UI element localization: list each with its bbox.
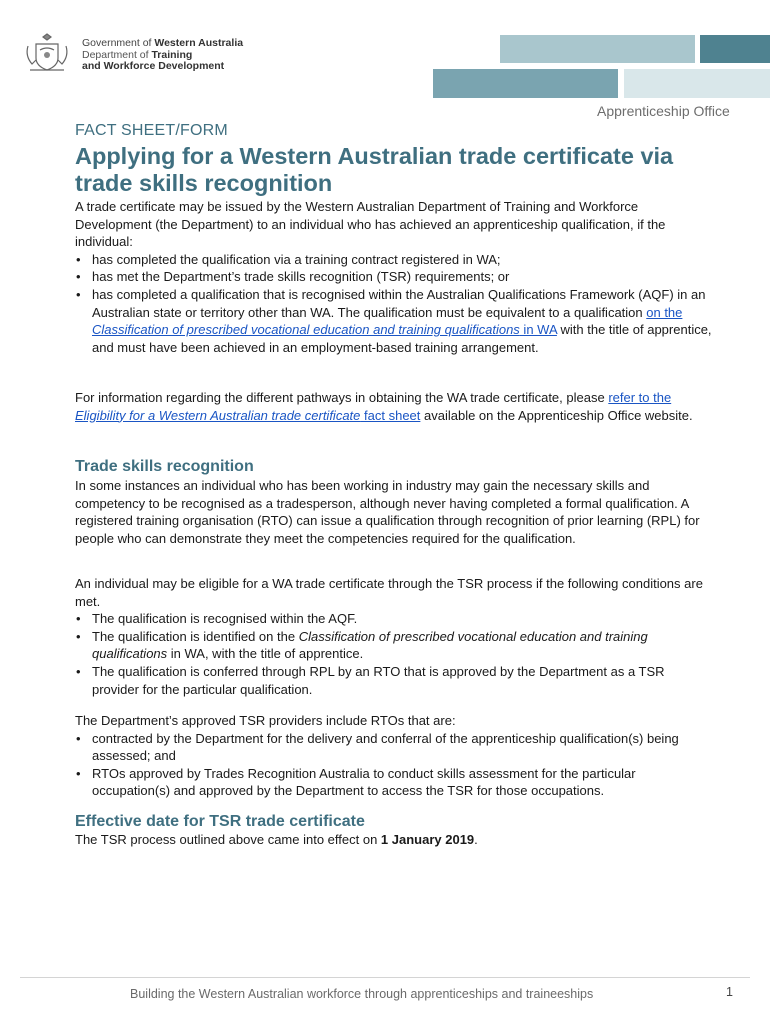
office-name: Apprenticeship Office: [597, 103, 730, 119]
gov-line1-bold: Western Australia: [154, 37, 244, 49]
header-decor-block: [700, 35, 770, 63]
list-item-text-italic: Classification of prescribed vocational education and training qualifications: [92, 628, 648, 662]
info-text: For information regarding the different pathways in obtaining the WA trade certificate, please: [75, 390, 609, 405]
list-item-text: has completed the qualification via a training contract registered in WA;: [92, 251, 501, 267]
section-heading-tsr: Trade skills recognition: [75, 458, 254, 475]
document-title: Applying for a Western Australian trade certificate via trade skills recognition: [75, 143, 674, 196]
list-item: [75, 286, 715, 356]
list-item: [75, 628, 715, 663]
list-item-text: The qualification is conferred through RPL by an RTO that is approved by the Department as a TSR provider for the particular qualification.: [92, 663, 665, 697]
header-decor-block: [500, 35, 695, 63]
list-item-text: in WA, with the title of apprentice.: [167, 646, 364, 662]
footer-divider: [20, 977, 750, 978]
conditions-list: [75, 610, 715, 698]
link-text: refer to the: [608, 390, 672, 405]
list-item-text: has completed a qualification that is recognised within the Australian Qualifications Framework (AQF) in an Australian state or territory other than WA. The qualification must be equivalent to a qualification: [92, 286, 706, 320]
government-logo-text: [82, 38, 243, 73]
list-item-text: The qualification is recognised within the AQF.: [92, 611, 358, 627]
list-item-text: with the title of apprentice, and must have been achieved in an employment-based training arrangement.: [92, 322, 712, 355]
section-heading-effective-date: Effective date for TSR trade certificate: [75, 813, 365, 830]
list-item: [75, 663, 715, 698]
providers-list: [75, 730, 715, 800]
intro-paragraph: A trade certificate may be issued by the Western Australian Department of Training and Workforce Development (the Department) to an individual who has achieved an apprenticeship qualification, if the individual:: [75, 199, 666, 250]
footer-tagline: Building the Western Australian workforce through apprenticeships and traineeships: [130, 987, 594, 1001]
link-text-italic: Classification of prescribed vocational education and training qualifications: [92, 322, 520, 338]
header-decor-block: [624, 69, 770, 98]
list-item-text: The qualification is identified on the: [92, 628, 299, 644]
list-item-text: has met the Department’s trade skills recognition (TSR) requirements; or: [92, 269, 510, 285]
tsr-paragraph: In some instances an individual who has been working in industry may gain the necessary skills and competency to be recognised as a tradesperson, although never having completed a formal qualification. A registered training organisation (RTO) can issue a qualification through recognition of prior learning (RPL) for people who can demonstrate they meet the competencies required for the qualification.: [75, 478, 700, 546]
info-text: available on the Apprenticeship Office website.: [420, 407, 693, 423]
effective-section: [75, 831, 715, 849]
effective-paragraph: [75, 831, 715, 849]
info-section: [75, 389, 715, 424]
list-item: [75, 730, 715, 765]
tsr-section: [75, 477, 715, 547]
tsr-providers-section: [75, 712, 715, 800]
eligibility-list: [75, 251, 715, 357]
page-number: 1: [726, 985, 733, 999]
list-item-text: contracted by the Department for the delivery and conferral of the apprenticeship qualification(s) being assessed; and: [92, 730, 679, 764]
gov-line2-bold: Training: [151, 48, 193, 61]
wa-government-crest-icon: [22, 30, 72, 76]
list-item: [75, 610, 715, 628]
intro-section: [75, 198, 715, 356]
list-item: [75, 251, 715, 269]
gov-line2-prefix: Department of: [82, 48, 152, 61]
list-item: [75, 268, 715, 286]
link-text: on the: [646, 304, 683, 320]
link-text: in WA: [519, 322, 557, 338]
document-type-label: FACT SHEET/FORM: [75, 122, 228, 139]
conditions-paragraph: An individual may be eligible for a WA trade certificate through the TSR process if the following conditions are met.: [75, 576, 703, 609]
providers-paragraph: The Department’s approved TSR providers include RTOs that are:: [75, 713, 456, 728]
list-item: [75, 765, 715, 800]
effective-date: 1 January 2019: [380, 832, 475, 847]
header-decor-block: [433, 69, 618, 98]
list-item-text: RTOs approved by Trades Recognition Australia to conduct skills assessment for the particular occupation(s) and approved by the Department to access the TSR for those occupations.: [92, 765, 636, 799]
link-text-italic: Eligibility for a Western Australian trade certificate: [75, 407, 361, 423]
effective-text: .: [474, 832, 478, 847]
effective-text: The TSR process outlined above came into effect on: [75, 832, 381, 847]
link-text: fact sheet: [360, 407, 421, 423]
gov-line1-prefix: Government of: [82, 37, 155, 49]
tsr-conditions-section: [75, 575, 715, 698]
gov-line3: and Workforce Development: [82, 60, 225, 72]
info-paragraph: [75, 389, 715, 424]
